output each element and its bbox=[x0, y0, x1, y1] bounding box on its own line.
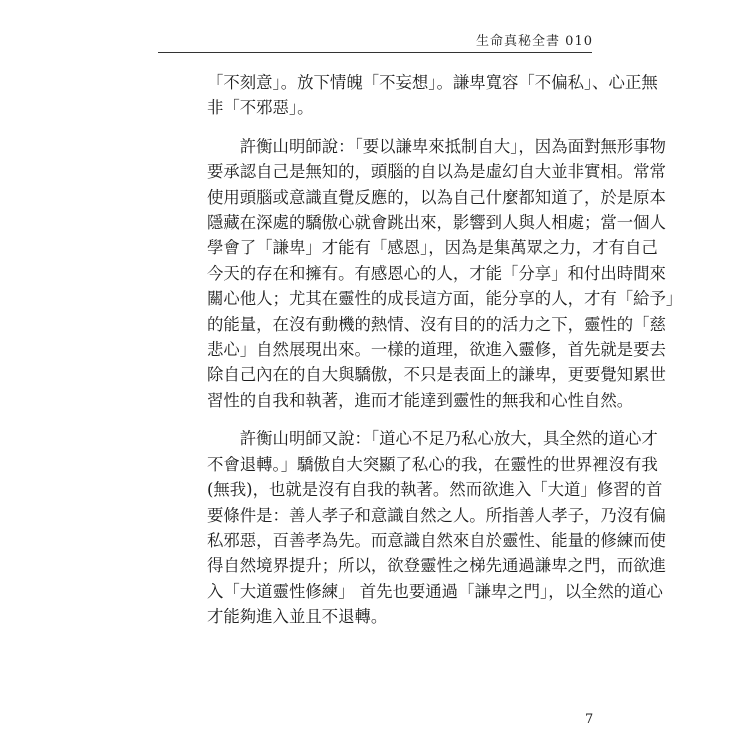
text-line: 許衡山明師說：「要以謙卑來抵制自大」，因為面對無形事物 bbox=[207, 136, 666, 156]
text-line: 關心他人；尤其在靈性的成長這方面，能分享的人，才有「給予」 bbox=[207, 289, 683, 309]
paragraph bbox=[207, 426, 666, 629]
paragraph bbox=[207, 70, 658, 121]
header-rule bbox=[158, 52, 592, 53]
paragraph bbox=[207, 134, 683, 413]
book-title: 生命真秘全書 010 bbox=[476, 34, 593, 49]
text-line: 除自己內在的自大與驕傲，不只是表面上的謙卑，更要覺知累世 bbox=[207, 365, 666, 385]
text-line: 不會退轉。」驕傲自大突顯了私心的我，在靈性的世界裡沒有我 bbox=[207, 454, 658, 474]
text-line: 得自然境界提升；所以，欲登靈性之梯先通過謙卑之門，而欲進 bbox=[207, 556, 666, 576]
text-line: 許衡山明師又說：「道心不足乃私心放大，具全然的道心才 bbox=[207, 429, 658, 449]
text-line: 隱藏在深處的驕傲心就會跳出來，影響到人與人相處；當一個人 bbox=[207, 213, 666, 233]
text-line: 學會了「謙卑」才能有「感恩」，因為是集萬眾之力，才有自己 bbox=[207, 238, 658, 258]
text-line: 使用頭腦或意識直覺反應的，以為自己什麼都知道了，於是原本 bbox=[207, 187, 666, 207]
page-number: 7 bbox=[585, 712, 594, 727]
text-line: 非「不邪惡」。 bbox=[207, 98, 314, 118]
body-text bbox=[207, 70, 683, 630]
text-line: 習性的自我和執著，進而才能達到靈性的無我和心性自然。 bbox=[207, 390, 634, 410]
text-line: 的能量，在沒有動機的熱情、沒有目的的活力之下，靈性的「慈 bbox=[207, 314, 666, 334]
text-line: 今天的存在和擁有。有感恩心的人，才能「分享」和付出時間來 bbox=[207, 263, 666, 283]
text-line: 入「大道靈性修練」 首先也要通過「謙卑之門」，以全然的道心 bbox=[207, 581, 663, 601]
text-line: (無我)，也就是沒有自我的執著。然而欲進入「大道」修習的首 bbox=[207, 480, 663, 500]
text-line: 才能夠進入並且不退轉。 bbox=[207, 607, 388, 627]
text-line: 悲心」自然展現出來。一樣的道理，欲進入靈修，首先就是要去 bbox=[207, 340, 666, 360]
running-header bbox=[0, 0, 750, 58]
text-line: 「不刻意」。放下情魄「不妄想」。謙卑寬容「不偏私」、心正無 bbox=[207, 73, 658, 92]
text-line: 要條件是：善人孝子和意識自然之人。所指善人孝子，乃沒有偏 bbox=[207, 505, 666, 525]
text-line: 私邪惡，百善孝為先。而意識自然來自於靈性、能量的修練而使 bbox=[207, 530, 666, 550]
text-line: 要承認自己是無知的，頭腦的自以為是虛幻自大並非實相。常常 bbox=[207, 162, 666, 182]
